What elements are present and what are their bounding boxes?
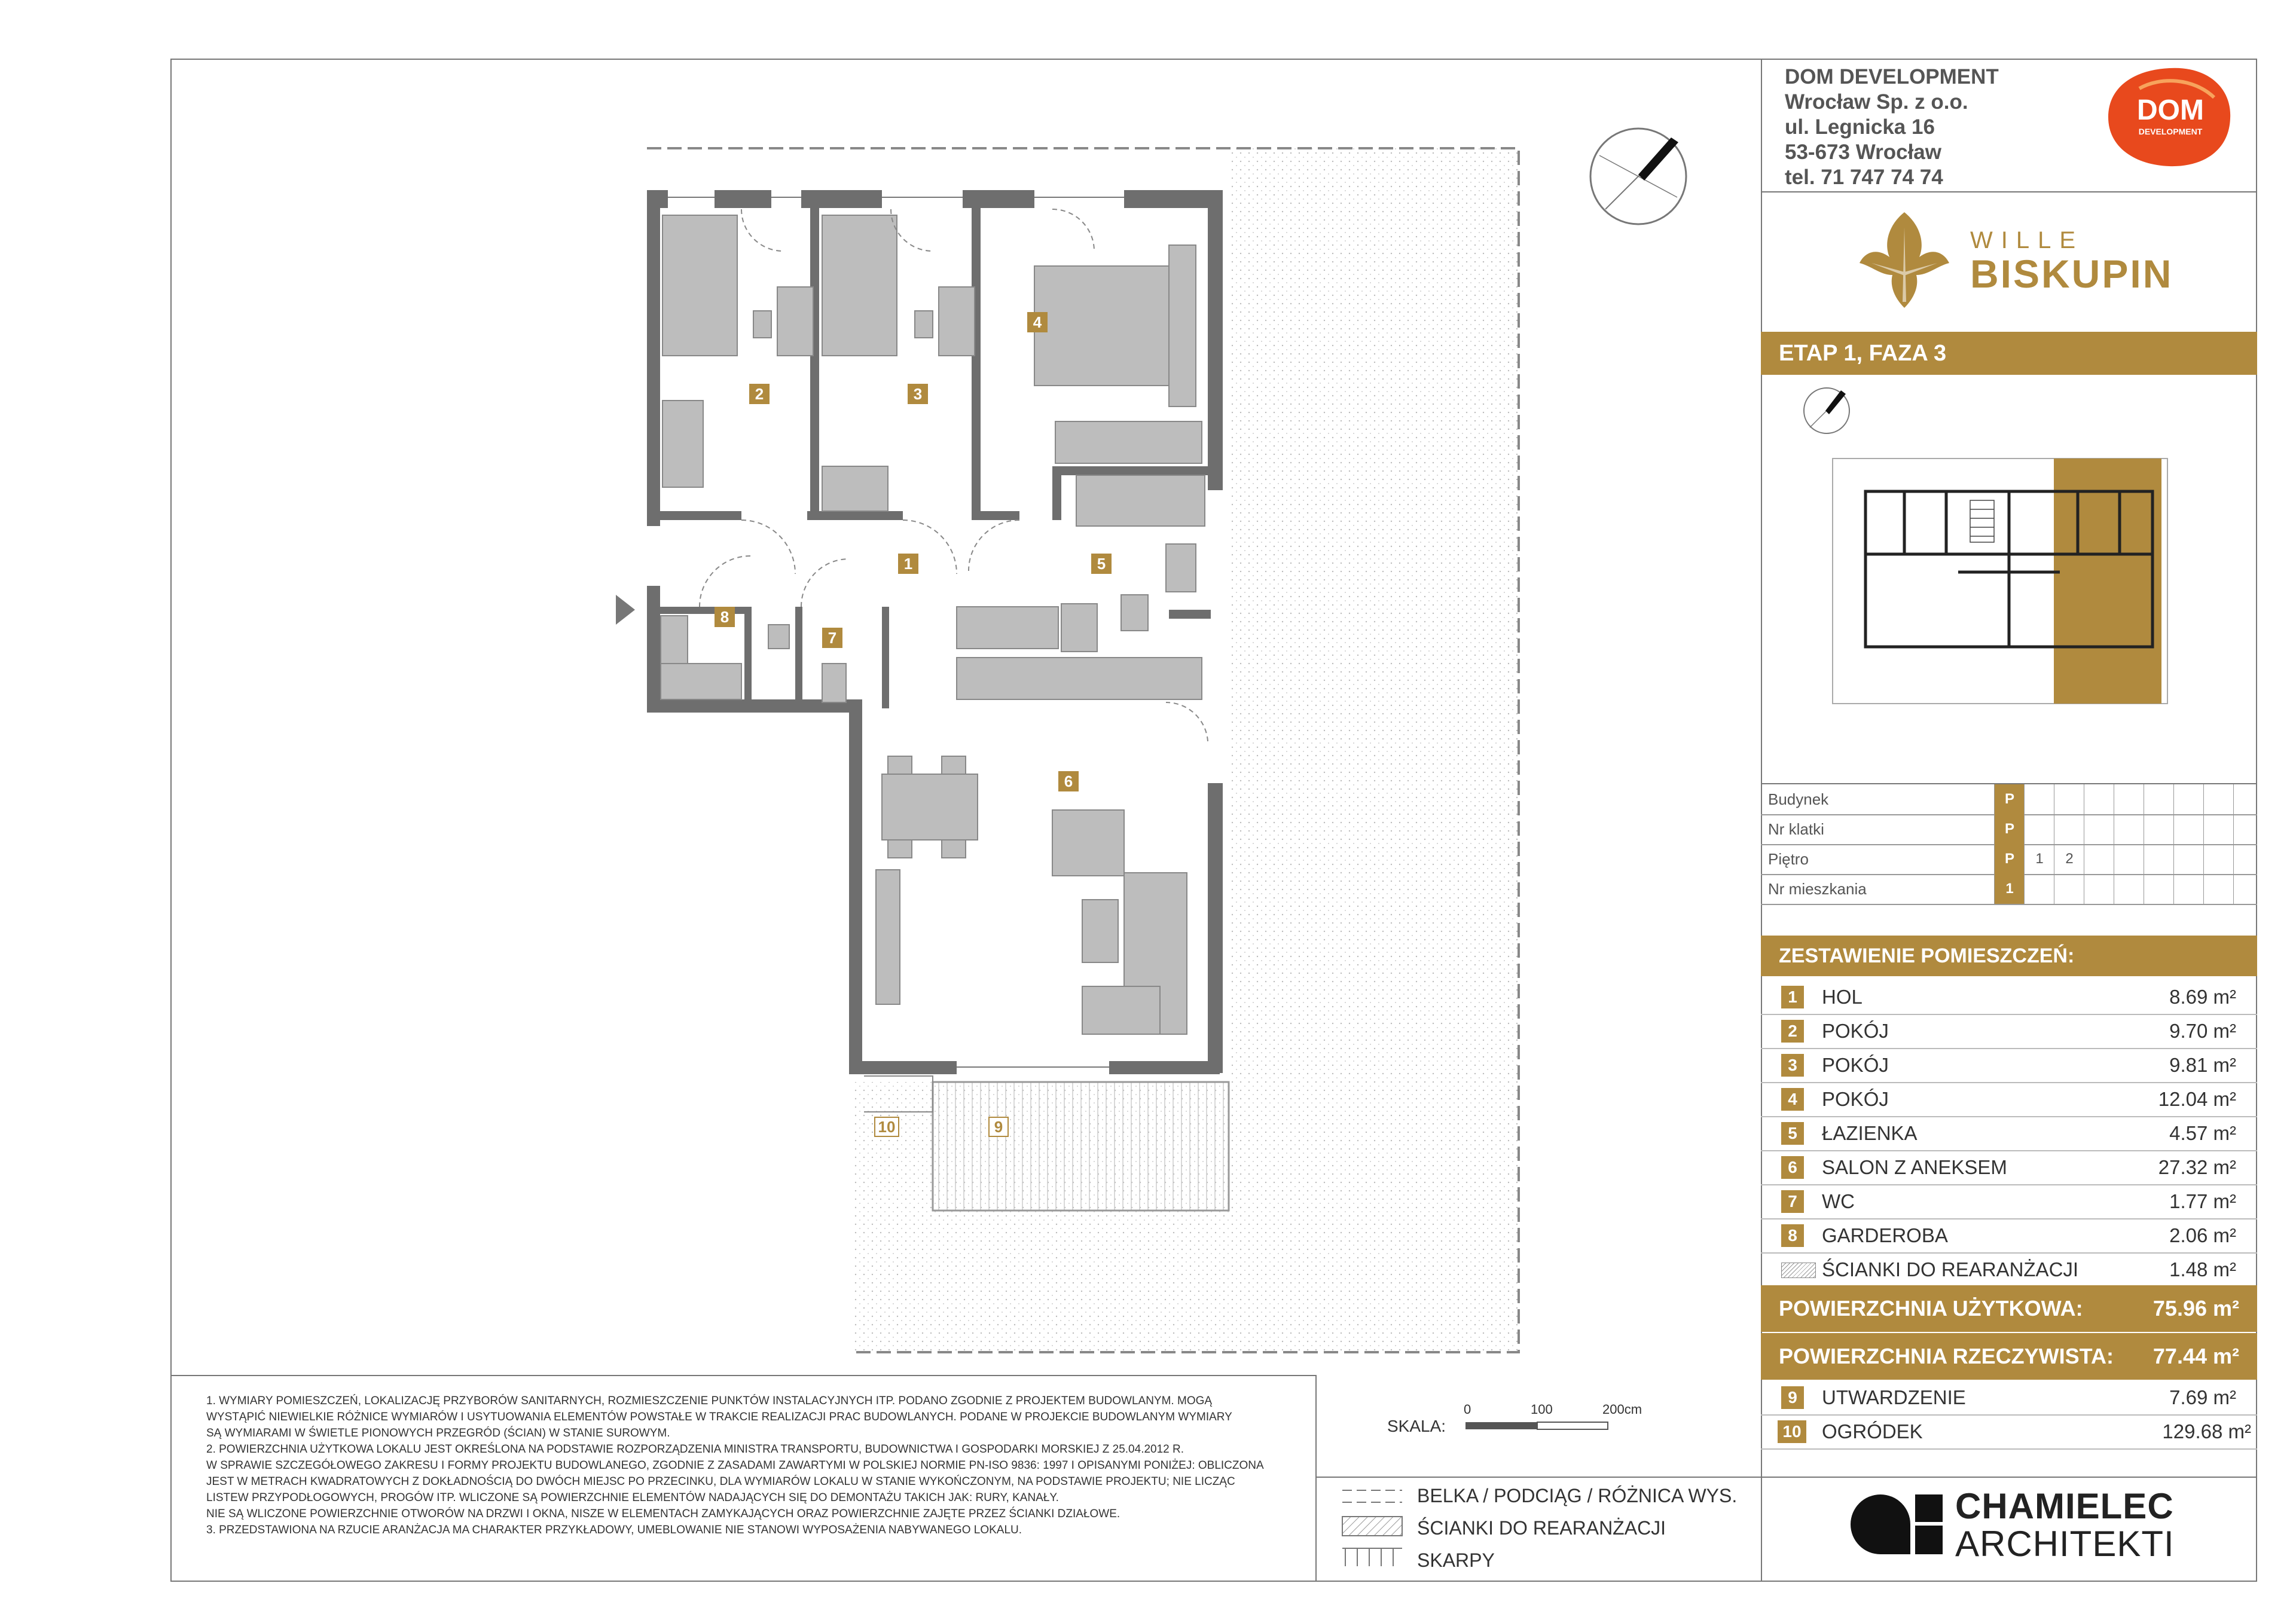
- note-line: SĄ WYMIARAMI W ŚWIETLE PIONOWYCH PRZEGRÓD (ŚCIAN) W STANIE SUROWYM.: [206, 1427, 670, 1439]
- compass-icon: [1587, 126, 1689, 227]
- info-row-pietro: [1761, 844, 2257, 875]
- dev-line-3: ul. Legnicka 16: [1785, 115, 1935, 139]
- info-cell: P: [1994, 814, 2025, 844]
- logo-text-main: DOM: [2137, 94, 2204, 126]
- scale-label: SKALA:: [1387, 1417, 1446, 1435]
- partitions-name: ŚCIANKI DO REARANŻACJI: [1822, 1258, 2079, 1280]
- rooms-header: ZESTAWIENIE POMIESZCZEŃ:: [1761, 936, 2257, 976]
- terrace: [933, 1082, 1229, 1211]
- room-name: HOL: [1822, 986, 1863, 1008]
- room-area: 9.81 m²: [2169, 1054, 2236, 1076]
- note-line: 2. POWIERZCHNIA UŻYTKOWA LOKALU JEST OKREŚLONA NA PODSTAWIE ROZPORZĄDZENIA MINISTRA TRANSPORTU, BUDOWNICTWA I GOSPODARKI MORSKIEJ Z 25.04.2012 R.: [206, 1443, 1184, 1456]
- info-label: Budynek: [1768, 790, 1829, 808]
- info-cell: P: [1994, 784, 2025, 814]
- room-name: POKÓJ: [1822, 1088, 1889, 1110]
- room-num: 3: [1781, 1054, 1804, 1077]
- room-name: OGRÓDEK: [1822, 1420, 1923, 1442]
- room-name: SALON Z ANEKSEM: [1822, 1156, 2007, 1178]
- plan-label-8: 8: [715, 607, 735, 627]
- room-num: 4: [1781, 1088, 1804, 1111]
- note-line: JEST W METRACH KWADRATOWYCH Z DOKŁADNOŚCIĄ DO DWÓCH MIEJSC PO PRZECINKU, DLA WYMIARÓW LOKALU W STANIE WYKOŃCZONYM, NA PODSTAWIE PROJEKTU; NIE LICZĄC: [206, 1475, 1235, 1488]
- note-line: LISTEW PRZYPODŁOGOWYCH, PROGÓW ITP. WLICZONE SĄ POWIERZCHNIE ELEMENTÓW NADAJĄCYCH SIĘ DO DEMONTAŻU TAKICH JAK: RURY, KANAŁY.: [206, 1491, 1059, 1504]
- room-area: 12.04 m²: [2158, 1088, 2236, 1110]
- outdoor-row: [1761, 1381, 2257, 1416]
- scale-bar: [1465, 1420, 1608, 1432]
- note-line: 1. WYMIARY POMIESZCZEŃ, LOKALIZACJĘ PRZYBORÓW SANITARNYCH, ROZMIESZCZENIE PUNKTÓW INSTALACYJNYCH ITP. PODANO ZGODNIE Z PROJEKTEM BUDOWLANYM. MOGĄ: [206, 1395, 1213, 1407]
- notes: [206, 1393, 1283, 1538]
- divider: [1315, 1375, 1317, 1582]
- summary-value: 77.44 m²: [2152, 1344, 2239, 1368]
- room-name: ŁAZIENKA: [1822, 1122, 1918, 1144]
- dev-line-4: 53-673 Wrocław: [1785, 140, 1941, 164]
- room-area: 2.06 m²: [2169, 1224, 2236, 1246]
- room-row: [1761, 1151, 2257, 1185]
- info-label: Nr klatki: [1768, 820, 1824, 838]
- info-label: Nr mieszkania: [1768, 880, 1867, 898]
- architect-line-1: CHAMIELEC: [1955, 1486, 2174, 1526]
- key-plan: [1761, 375, 2257, 781]
- room-name: UTWARDZENIE: [1822, 1386, 1966, 1408]
- info-row-budynek: [1761, 784, 2257, 815]
- room-name: WC: [1822, 1190, 1855, 1212]
- brand-wille: WILLE: [1970, 227, 2084, 253]
- note-line: 3. PRZEDSTAWIONA NA RZUCIE ARANŻACJA MA CHARAKTER PRZYKŁADOWY, UMEBLOWANIE NIE STANOWI WYPOSAŻENIA NABYWANEGO LOKALU.: [206, 1524, 1022, 1536]
- divider: [170, 1375, 1315, 1376]
- room-row: [1761, 980, 2257, 1015]
- room-num: 6: [1781, 1156, 1804, 1179]
- room-row: [1761, 1117, 2257, 1151]
- room-name: POKÓJ: [1822, 1054, 1889, 1076]
- room-row: [1761, 1083, 2257, 1117]
- summary-real: [1761, 1333, 2257, 1380]
- info-cell: 1: [2024, 844, 2054, 874]
- scale-tick-0: 0: [1464, 1402, 1471, 1417]
- note-line: NIE SĄ WLICZONE POWIERZCHNIE OTWORÓW NA DRZWI I OKNA, NISZE W ELEMENTACH ZAMYKAJĄCYCH ORAZ POWIERZCHNIE ZAJĘTE PRZEZ ŚCIANKI DZIAŁOWE.: [206, 1508, 1120, 1520]
- summary-label: POWIERZCHNIA UŻYTKOWA:: [1779, 1296, 2083, 1321]
- room-row: [1761, 1014, 2257, 1049]
- room-num: 2: [1781, 1020, 1804, 1043]
- summary-usable: [1761, 1285, 2257, 1332]
- plan-label-3: 3: [908, 384, 928, 404]
- outdoor-row: [1761, 1415, 2257, 1450]
- oak-leaves-icon: [1848, 200, 1961, 320]
- partitions-area: 1.48 m²: [2169, 1258, 2236, 1280]
- plan-label-2: 2: [749, 384, 770, 404]
- room-num: 10: [1778, 1420, 1806, 1443]
- room-num: 7: [1781, 1190, 1804, 1213]
- divider: [1761, 1477, 2257, 1478]
- hatch-icon: [1781, 1263, 1816, 1278]
- plan-label-5: 5: [1091, 554, 1112, 574]
- room-area: 4.57 m²: [2169, 1122, 2236, 1144]
- plan-label-9: 9: [988, 1117, 1009, 1137]
- scale-tick-100: 100: [1531, 1402, 1553, 1417]
- room-area: 9.70 m²: [2169, 1020, 2236, 1042]
- info-cell: 2: [2054, 844, 2084, 874]
- info-label: Piętro: [1768, 850, 1809, 868]
- chamielec-logo-icon: [1845, 1488, 1946, 1560]
- plan-label-4: 4: [1027, 312, 1048, 332]
- room-area: 8.69 m²: [2169, 986, 2236, 1008]
- slope-icon: [1342, 1548, 1402, 1566]
- plan-label-6: 6: [1058, 771, 1079, 791]
- note-line: WYSTĄPIĆ NIEWIELKIE RÓŻNICE WYMIARÓW I USYTUOWANIA ELEMENTÓW POWSTAŁE W TRAKCIE REALIZACJI PRAC BUDOWLANYCH. PODANE W PROJEKCIE BUDOWLANYM WYMIARY: [206, 1411, 1232, 1423]
- legend-icons: [1339, 1486, 1405, 1569]
- room-num: 5: [1781, 1122, 1804, 1145]
- dev-line-2: Wrocław Sp. z o.o.: [1785, 90, 1968, 114]
- room-name: POKÓJ: [1822, 1020, 1889, 1042]
- plan-label-7: 7: [822, 628, 842, 648]
- room-area: 7.69 m²: [2169, 1386, 2236, 1408]
- legend-slopes: SKARPY: [1417, 1549, 1495, 1571]
- divider: [1761, 191, 2257, 192]
- room-num: 9: [1781, 1386, 1804, 1409]
- info-row-klatka: [1761, 814, 2257, 845]
- room-num: 1: [1781, 986, 1804, 1008]
- note-line: W SPRAWIE SZCZEGÓŁOWEGO ZAKRESU I FORMY PROJEKTU BUDOWLANEGO, ZGODNIE Z ZASADAMI ZAWARTYMI W POLSKIEJ NORMIE PN-ISO 9836: 1997 I OPISANYMI PONIŻEJ: OBLICZONA: [206, 1459, 1264, 1472]
- logo-text-sub: DEVELOPMENT: [2138, 127, 2203, 136]
- dev-line-5: tel. 71 747 74 74: [1785, 166, 1943, 189]
- scale-tick-200: 200cm: [1602, 1402, 1642, 1417]
- room-row: [1761, 1049, 2257, 1083]
- room-num: 8: [1781, 1224, 1804, 1247]
- hatch-icon: [1342, 1517, 1402, 1536]
- info-cell: P: [1994, 844, 2025, 874]
- dev-line-1: DOM DEVELOPMENT: [1785, 65, 1999, 88]
- architect-line-2: ARCHITEKTI: [1955, 1524, 2175, 1564]
- dashed-line-icon: [1342, 1490, 1402, 1502]
- room-area: 27.32 m²: [2158, 1156, 2236, 1178]
- divider: [1315, 1477, 1761, 1478]
- room-row: [1761, 1185, 2257, 1219]
- room-row: [1761, 1219, 2257, 1254]
- legend-partitions: ŚCIANKI DO REARANŻACJI: [1417, 1517, 1666, 1539]
- legend-beam: BELKA / PODCIĄG / RÓŻNICA WYS.: [1417, 1485, 1738, 1506]
- room-area: 129.68 m²: [2162, 1420, 2251, 1442]
- stage-band: ETAP 1, FAZA 3: [1761, 332, 2257, 375]
- plan-label-10: 10: [874, 1117, 899, 1137]
- developer-address: [1785, 65, 2096, 190]
- summary-label: POWIERZCHNIA RZECZYWISTA:: [1779, 1344, 2114, 1368]
- partitions-row: [1761, 1253, 2257, 1286]
- summary-value: 75.96 m²: [2152, 1296, 2239, 1321]
- info-cell: 1: [1994, 874, 2025, 904]
- info-row-mieszkanie: [1761, 874, 2257, 905]
- room-area: 1.77 m²: [2169, 1190, 2236, 1212]
- brand-biskupin: BISKUPIN: [1970, 252, 2173, 296]
- plan-label-1: 1: [898, 554, 918, 574]
- room-name: GARDEROBA: [1822, 1224, 1948, 1246]
